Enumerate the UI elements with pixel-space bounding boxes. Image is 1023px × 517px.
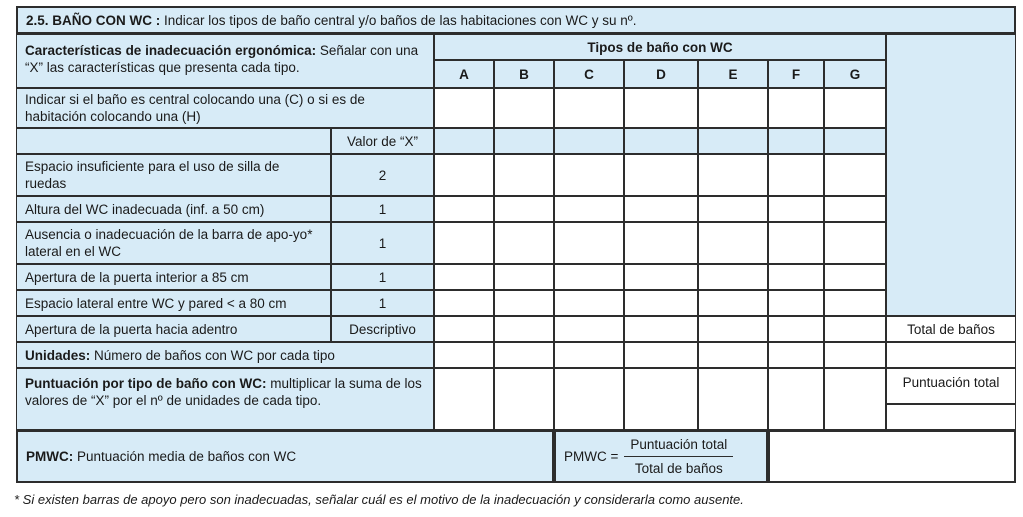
grid-cell-type-g[interactable] xyxy=(824,222,886,264)
grid-cell-type-a[interactable] xyxy=(434,196,494,222)
grid-cell-type-a[interactable] xyxy=(434,264,494,290)
grid-cell-type-c[interactable] xyxy=(554,196,624,222)
grid-cell-type-d[interactable] xyxy=(624,222,698,264)
grid-cell-type-e[interactable] xyxy=(698,222,768,264)
section-title-bold: 2.5. BAÑO CON WC : xyxy=(26,12,161,28)
section-title xyxy=(16,6,1016,34)
criterion-value: 1 xyxy=(331,196,434,222)
grid-cell-type-g[interactable] xyxy=(824,196,886,222)
grid-cell-type-b[interactable] xyxy=(494,222,554,264)
grid-cell-type-f[interactable] xyxy=(768,264,824,290)
grid-cell-type-b[interactable] xyxy=(494,368,554,430)
totals-column-shaded xyxy=(886,34,1016,316)
puntuacion-total-field[interactable] xyxy=(886,404,1016,430)
pmwc-result-field[interactable] xyxy=(768,430,1016,483)
grid-cell-type-c[interactable] xyxy=(554,264,624,290)
types-header: Tipos de baño con WC xyxy=(434,34,886,60)
grid-cell-type-g[interactable] xyxy=(824,368,886,430)
grid-cell-type-d[interactable] xyxy=(624,290,698,316)
grid-cell-type-f xyxy=(768,128,824,154)
grid-cell-type-b[interactable] xyxy=(494,290,554,316)
grid-cell-type-g[interactable] xyxy=(824,88,886,128)
grid-cell-type-e[interactable] xyxy=(698,368,768,430)
pmwc-denominator: Total de baños xyxy=(634,461,723,476)
grid-cell-type-a[interactable] xyxy=(434,88,494,128)
grid-cell-type-c[interactable] xyxy=(554,316,624,342)
grid-cell-type-c[interactable] xyxy=(554,342,624,368)
footnote: * Si existen barras de apoyo pero son inadecuadas, señalar cuál es el motivo de la inadecuación y considerarla como ausente. xyxy=(14,492,744,507)
grid-cell-type-c[interactable] xyxy=(554,368,624,430)
type-header-b: B xyxy=(494,60,554,88)
grid-cell-type-e[interactable] xyxy=(698,316,768,342)
criterion-label: Apertura de la puerta hacia adentro xyxy=(16,316,331,342)
grid-cell-type-b[interactable] xyxy=(494,342,554,368)
grid-cell-type-d[interactable] xyxy=(624,342,698,368)
grid-cell-type-g[interactable] xyxy=(824,342,886,368)
grid-cell-type-a[interactable] xyxy=(434,290,494,316)
pmwc-label-bold: PMWC: xyxy=(26,449,74,464)
characteristics-header xyxy=(16,34,434,88)
pmwc-numerator: Puntuación total xyxy=(624,436,733,457)
units-label-bold: Unidades: xyxy=(25,347,91,363)
section-title-text: Indicar los tipos de baño central y/o baños de las habitaciones con WC y su nº. xyxy=(160,12,637,28)
score-label-text: multiplicar la suma de los valores de “X” por el nº de unidades de cada tipo. xyxy=(25,376,426,408)
grid-cell-type-b[interactable] xyxy=(494,154,554,196)
type-header-e: E xyxy=(698,60,768,88)
grid-cell-type-g[interactable] xyxy=(824,264,886,290)
criterion-value: 1 xyxy=(331,222,434,264)
type-header-a: A xyxy=(434,60,494,88)
indicate-central-or-room-label: Indicar si el baño es central colocando una (C) o si es de habitación colocando una (H) xyxy=(16,88,434,128)
grid-cell-type-d[interactable] xyxy=(624,264,698,290)
grid-cell-type-g xyxy=(824,128,886,154)
criterion-label: Altura del WC inadecuada (inf. a 50 cm) xyxy=(16,196,331,222)
value-header-spacer xyxy=(16,128,331,154)
grid-cell-type-a[interactable] xyxy=(434,222,494,264)
value-header: Valor de “X” xyxy=(331,128,434,154)
grid-cell-type-b[interactable] xyxy=(494,88,554,128)
grid-cell-type-e[interactable] xyxy=(698,290,768,316)
total-banos-field[interactable] xyxy=(886,342,1016,368)
grid-cell-type-b xyxy=(494,128,554,154)
grid-cell-type-b[interactable] xyxy=(494,264,554,290)
grid-cell-type-f[interactable] xyxy=(768,342,824,368)
grid-cell-type-a[interactable] xyxy=(434,342,494,368)
grid-cell-type-c[interactable] xyxy=(554,88,624,128)
characteristics-header-bold: Características de inadecuación ergonómica: xyxy=(25,43,317,58)
grid-cell-type-d xyxy=(624,128,698,154)
grid-cell-type-a xyxy=(434,128,494,154)
grid-cell-type-d[interactable] xyxy=(624,154,698,196)
grid-cell-type-b[interactable] xyxy=(494,196,554,222)
criterion-value: Descriptivo xyxy=(331,316,434,342)
grid-cell-type-d[interactable] xyxy=(624,88,698,128)
pmwc-label-text: Puntuación media de baños con WC xyxy=(73,449,297,464)
total-banos-label: Total de baños xyxy=(886,316,1016,342)
grid-cell-type-g[interactable] xyxy=(824,316,886,342)
grid-cell-type-f[interactable] xyxy=(768,196,824,222)
units-label-text: Número de baños con WC por cada tipo xyxy=(90,347,335,363)
grid-cell-type-g[interactable] xyxy=(824,290,886,316)
grid-cell-type-f[interactable] xyxy=(768,154,824,196)
grid-cell-type-f[interactable] xyxy=(768,316,824,342)
criterion-label: Ausencia o inadecuación de la barra de apo-yo* lateral en el WC xyxy=(16,222,331,264)
units-label xyxy=(16,342,434,368)
grid-cell-type-f[interactable] xyxy=(768,222,824,264)
grid-cell-type-c[interactable] xyxy=(554,290,624,316)
grid-cell-type-g[interactable] xyxy=(824,154,886,196)
grid-cell-type-c[interactable] xyxy=(554,222,624,264)
characteristics-header-text: Señalar con una “X” las características que presenta cada tipo. xyxy=(25,43,422,75)
grid-cell-type-c[interactable] xyxy=(554,154,624,196)
score-label-bold: Puntuación por tipo de baño con WC: xyxy=(25,376,267,391)
grid-cell-type-d[interactable] xyxy=(624,368,698,430)
grid-cell-type-e[interactable] xyxy=(698,342,768,368)
grid-cell-type-a[interactable] xyxy=(434,368,494,430)
pmwc-formula xyxy=(554,430,768,483)
type-header-f: F xyxy=(768,60,824,88)
score-label xyxy=(16,368,434,430)
grid-cell-type-e[interactable] xyxy=(698,196,768,222)
grid-cell-type-a[interactable] xyxy=(434,316,494,342)
grid-cell-type-e xyxy=(698,128,768,154)
bano-con-wc-form xyxy=(16,6,1016,483)
criterion-value: 1 xyxy=(331,264,434,290)
grid-cell-type-c xyxy=(554,128,624,154)
pmwc-formula-label: PMWC = xyxy=(564,449,619,464)
type-header-c: C xyxy=(554,60,624,88)
criterion-label: Espacio insuficiente para el uso de silla de ruedas xyxy=(16,154,331,196)
criterion-label: Espacio lateral entre WC y pared < a 80 cm xyxy=(16,290,331,316)
puntuacion-total-label: Puntuación total xyxy=(886,368,1016,404)
type-header-g: G xyxy=(824,60,886,88)
grid-cell-type-f[interactable] xyxy=(768,88,824,128)
grid-cell-type-f[interactable] xyxy=(768,290,824,316)
grid-cell-type-d[interactable] xyxy=(624,316,698,342)
pmwc-fraction xyxy=(624,436,733,477)
grid-cell-type-b[interactable] xyxy=(494,316,554,342)
criterion-value: 2 xyxy=(331,154,434,196)
pmwc-label xyxy=(16,430,554,483)
criterion-label: Apertura de la puerta interior a 85 cm xyxy=(16,264,331,290)
grid-cell-type-e[interactable] xyxy=(698,154,768,196)
criterion-value: 1 xyxy=(331,290,434,316)
grid-cell-type-d[interactable] xyxy=(624,196,698,222)
grid-cell-type-e[interactable] xyxy=(698,88,768,128)
grid-cell-type-e[interactable] xyxy=(698,264,768,290)
grid-cell-type-a[interactable] xyxy=(434,154,494,196)
type-header-d: D xyxy=(624,60,698,88)
grid-cell-type-f[interactable] xyxy=(768,368,824,430)
